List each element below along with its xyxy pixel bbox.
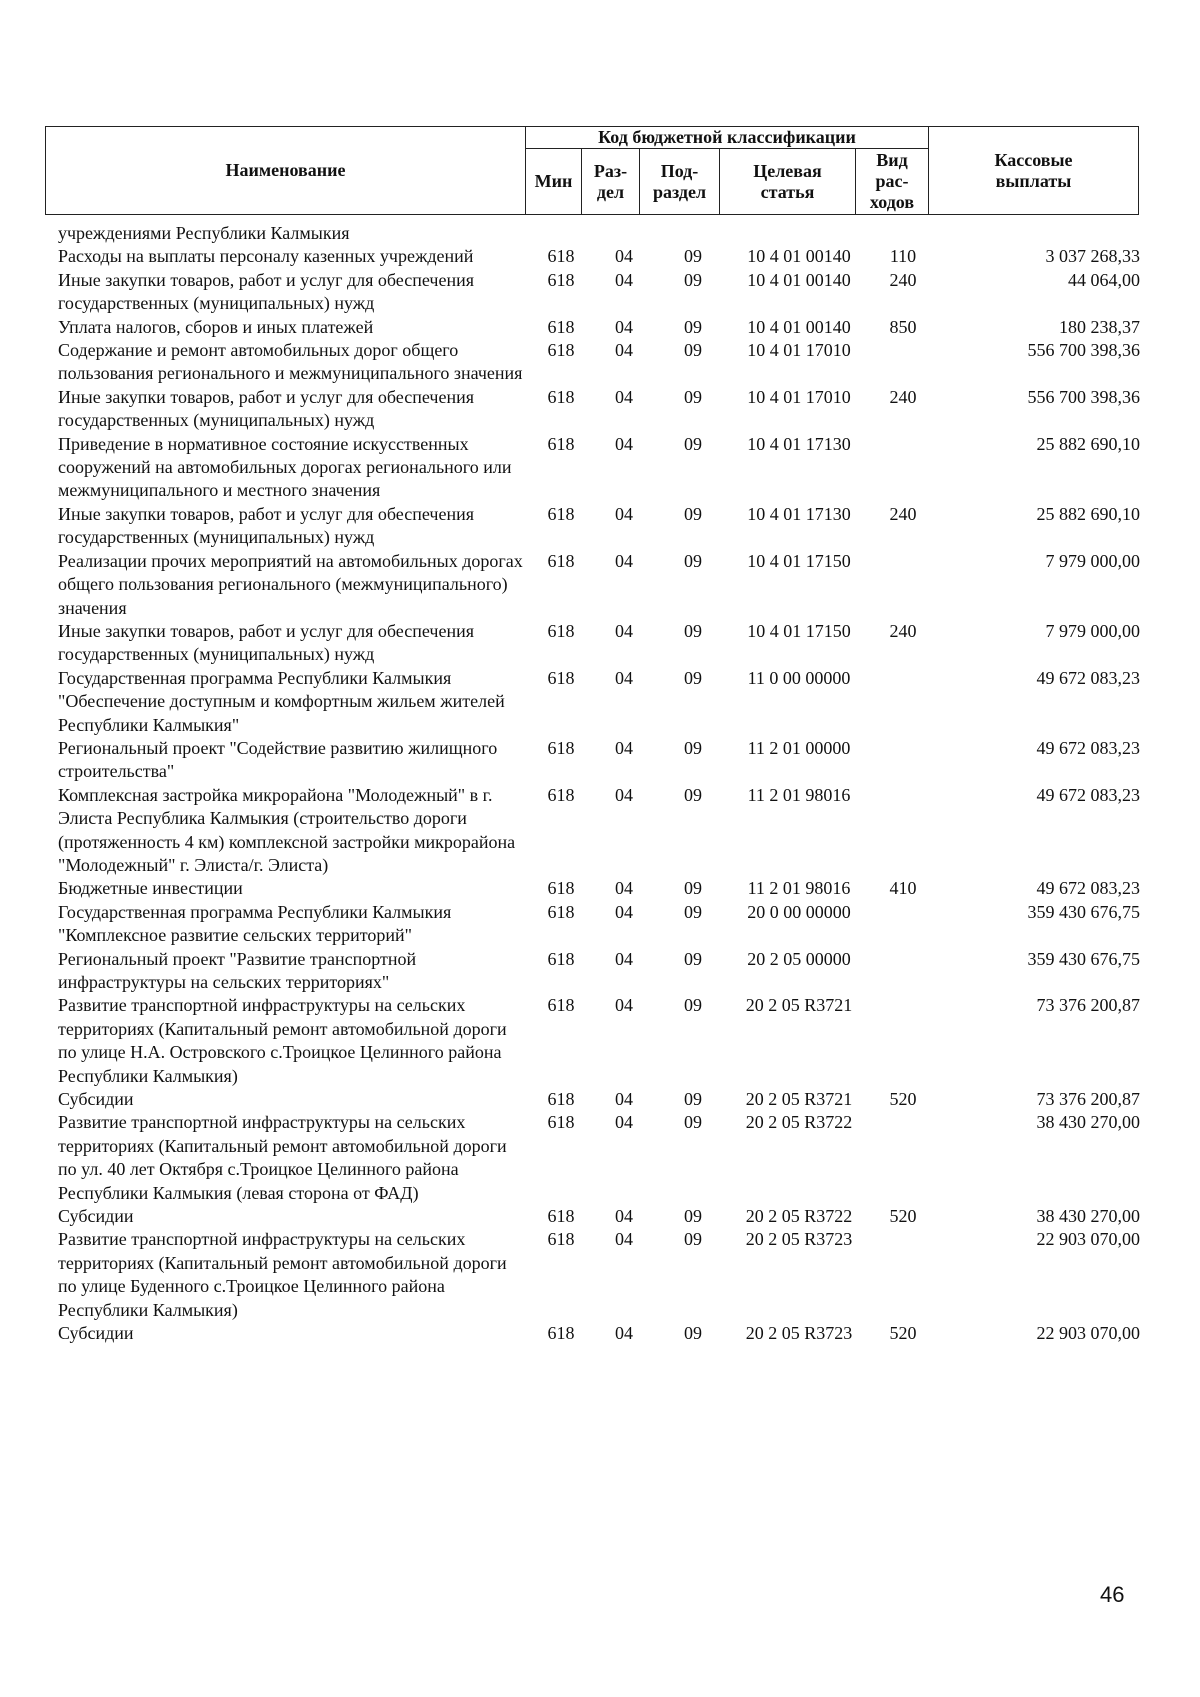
row-name: Бюджетные инвестиции [58, 878, 243, 899]
row-razdel: 04 [615, 901, 633, 922]
table-row [58, 269, 1140, 316]
row-amount: 556 700 398,36 [1027, 386, 1140, 407]
row-min: 618 [547, 737, 575, 758]
header-budget-code: Код бюджетной классификации [526, 127, 929, 149]
row-min: 618 [547, 1112, 575, 1133]
row-name: Государственная программа Республики Калмыкия "Комплексное развитие сельских территорий" [58, 901, 452, 946]
row-amount: 25 882 690,10 [1036, 503, 1140, 524]
table-row [58, 1322, 1140, 1345]
row-min: 618 [547, 433, 575, 454]
row-target-article [732, 222, 866, 245]
row-razdel: 04 [615, 1229, 633, 1250]
row-min: 618 [547, 948, 575, 969]
row-amount: 3 037 268,33 [1045, 246, 1140, 267]
row-podrazdel: 09 [684, 1089, 702, 1110]
table-row [58, 667, 1140, 737]
row-razdel: 04 [615, 550, 633, 571]
row-name: Иные закупки товаров, работ и услуг для обеспечения государственных (муниципальных) нужд [58, 503, 474, 548]
table-row [58, 784, 1140, 878]
row-name: Субсидии [58, 1206, 134, 1227]
row-target-article: 10 4 01 17150 [747, 550, 851, 571]
row-expense-type [866, 994, 940, 1088]
row-podrazdel: 09 [684, 878, 702, 899]
row-name: Расходы на выплаты персоналу казенных учреждений [58, 246, 474, 267]
table-row [58, 433, 1140, 503]
row-target-article: 10 4 01 17150 [747, 620, 851, 641]
row-target-article: 11 2 01 98016 [747, 878, 851, 899]
header-name: Наименование [46, 127, 526, 215]
row-target-article: 10 4 01 00140 [747, 246, 851, 267]
row-podrazdel: 09 [684, 1206, 702, 1227]
row-razdel: 04 [615, 1112, 633, 1133]
row-razdel: 04 [615, 737, 633, 758]
row-expense-type: 410 [889, 878, 917, 899]
row-amount: 73 376 200,87 [1036, 1089, 1140, 1110]
table-row [58, 550, 1140, 620]
row-min: 618 [547, 246, 575, 267]
row-amount: 49 672 083,23 [1036, 784, 1140, 805]
table-row [58, 503, 1140, 550]
row-expense-type: 520 [889, 1323, 917, 1344]
row-min: 618 [547, 1323, 575, 1344]
row-expense-type [866, 784, 940, 878]
row-podrazdel: 09 [684, 737, 702, 758]
row-amount: 7 979 000,00 [1045, 550, 1140, 571]
row-name: Реализации прочих мероприятий на автомобильных дорогах общего пользования регионального (межмуниципального) значения [58, 550, 523, 618]
row-min: 618 [547, 901, 575, 922]
row-amount: 25 882 690,10 [1036, 433, 1140, 454]
row-name: Иные закупки товаров, работ и услуг для обеспечения государственных (муниципальных) нужд [58, 269, 474, 314]
table-row [58, 1205, 1140, 1228]
row-target-article: 10 4 01 17130 [747, 433, 851, 454]
row-razdel: 04 [615, 269, 633, 290]
row-target-article: 10 4 01 17130 [747, 503, 851, 524]
header-target-article: Целевая статья [720, 149, 856, 215]
row-amount: 49 672 083,23 [1036, 878, 1140, 899]
row-amount: 359 430 676,75 [1027, 901, 1140, 922]
row-name: Региональный проект "Развитие транспортной инфраструктуры на сельских территориях" [58, 948, 417, 992]
row-podrazdel: 09 [684, 340, 702, 361]
row-target-article: 20 2 05 R3723 [745, 1323, 853, 1344]
row-podrazdel: 09 [684, 901, 702, 922]
row-expense-type: 240 [889, 269, 917, 290]
row-podrazdel: 09 [684, 620, 702, 641]
row-podrazdel: 09 [684, 1229, 702, 1250]
row-min [528, 222, 594, 245]
row-name: Комплексная застройка микрорайона "Молодежный" в г. Элиста Республика Калмыкия (строительство дороги (протяженность 4 км) комплексной застройки микрорайона "Молодежный" г. Элиста/г. Элиста) [58, 784, 516, 875]
row-target-article: 10 4 01 00140 [747, 269, 851, 290]
row-min: 618 [547, 316, 575, 337]
row-razdel: 04 [615, 667, 633, 688]
row-expense-type: 240 [889, 386, 917, 407]
row-expense-type [866, 667, 940, 737]
row-target-article: 20 2 05 R3722 [745, 1112, 853, 1133]
row-name: Развитие транспортной инфраструктуры на сельских территориях (Капитальный ремонт автомобильной дороги по улице Н.А. Островского с.Троицкое Целинного района Республики Калмыкия) [58, 995, 507, 1086]
header-cash-payments: Кассовые выплаты [929, 127, 1139, 215]
row-podrazdel: 09 [684, 948, 702, 969]
row-razdel: 04 [615, 878, 633, 899]
row-name: Уплата налогов, сборов и иных платежей [58, 316, 374, 337]
row-min: 618 [547, 995, 575, 1016]
row-target-article: 20 2 05 R3723 [745, 1229, 853, 1250]
row-podrazdel: 09 [684, 503, 702, 524]
row-razdel: 04 [615, 948, 633, 969]
table-row [58, 1088, 1140, 1111]
row-target-article: 20 2 05 R3722 [745, 1206, 853, 1227]
row-target-article: 11 0 00 00000 [747, 667, 851, 688]
row-name: Иные закупки товаров, работ и услуг для обеспечения государственных (муниципальных) нужд [58, 620, 474, 665]
row-target-article: 20 0 00 00000 [747, 901, 851, 922]
table-row [58, 339, 1140, 386]
row-podrazdel: 09 [684, 784, 702, 805]
row-target-article: 10 4 01 17010 [747, 386, 851, 407]
row-amount [940, 222, 1140, 245]
row-amount: 49 672 083,23 [1036, 667, 1140, 688]
row-name: Субсидии [58, 1089, 134, 1110]
row-expense-type: 240 [889, 503, 917, 524]
table-row [58, 222, 1140, 245]
row-min: 618 [547, 550, 575, 571]
row-target-article: 20 2 05 00000 [747, 948, 851, 969]
row-razdel: 04 [615, 246, 633, 267]
row-min: 618 [547, 1206, 575, 1227]
row-min: 618 [547, 1229, 575, 1250]
row-min: 618 [547, 878, 575, 899]
page-number: 46 [1100, 1582, 1125, 1607]
header-min: Мин [526, 149, 582, 215]
row-podrazdel: 09 [684, 246, 702, 267]
row-min: 618 [547, 503, 575, 524]
row-name: Субсидии [58, 1323, 134, 1344]
row-target-article: 11 2 01 00000 [747, 737, 851, 758]
table-row [58, 245, 1140, 268]
row-expense-type [866, 433, 940, 503]
row-razdel: 04 [615, 1323, 633, 1344]
row-expense-type: 520 [889, 1206, 917, 1227]
row-razdel: 04 [615, 1206, 633, 1227]
table-row [58, 1228, 1140, 1322]
row-expense-type [866, 737, 940, 784]
row-amount: 49 672 083,23 [1036, 737, 1140, 758]
row-expense-type [866, 222, 940, 245]
row-podrazdel: 09 [684, 433, 702, 454]
row-podrazdel: 09 [684, 667, 702, 688]
row-name: Развитие транспортной инфраструктуры на сельских территориях (Капитальный ремонт автомобильной дороги по улице Буденного с.Троицкое Целинного района Республики Калмыкия) [58, 1229, 507, 1320]
row-amount: 180 238,37 [1059, 316, 1140, 337]
row-podrazdel: 09 [684, 550, 702, 571]
row-expense-type: 110 [889, 246, 917, 267]
row-expense-type: 240 [889, 620, 917, 641]
row-podrazdel [654, 222, 732, 245]
header-podrazdel: Под- раздел [640, 149, 720, 215]
row-amount: 22 903 070,00 [1036, 1229, 1140, 1250]
header-razdel: Раз- дел [582, 149, 640, 215]
row-target-article: 11 2 01 98016 [747, 784, 851, 805]
row-expense-type [866, 550, 940, 620]
table-row [58, 386, 1140, 433]
row-razdel: 04 [615, 316, 633, 337]
row-target-article: 10 4 01 17010 [747, 340, 851, 361]
row-amount: 38 430 270,00 [1036, 1206, 1140, 1227]
row-name: Содержание и ремонт автомобильных дорог общего пользования регионального и межмуниципального значения [58, 340, 523, 384]
row-razdel: 04 [615, 995, 633, 1016]
row-name: Государственная программа Республики Калмыкия "Обеспечение доступным и комфортным жильем жителей Республики Калмыкия" [58, 667, 505, 735]
table-row [58, 901, 1140, 948]
row-razdel: 04 [615, 386, 633, 407]
table-row [58, 316, 1140, 339]
row-expense-type [866, 948, 940, 995]
row-amount: 73 376 200,87 [1036, 995, 1140, 1016]
table-body [58, 222, 1140, 1346]
row-podrazdel: 09 [684, 995, 702, 1016]
table-header [45, 126, 1139, 215]
row-razdel: 04 [615, 784, 633, 805]
row-razdel [594, 222, 654, 245]
row-min: 618 [547, 620, 575, 641]
row-expense-type [866, 339, 940, 386]
table-row [58, 1111, 1140, 1205]
row-razdel: 04 [615, 620, 633, 641]
row-name: Приведение в нормативное состояние искусственных сооружений на автомобильных дорогах регионального или межмуниципального и местного значения [58, 433, 512, 501]
row-podrazdel: 09 [684, 1112, 702, 1133]
row-expense-type [866, 1228, 940, 1322]
row-name: Региональный проект "Содействие развитию жилищного строительства" [58, 737, 498, 782]
row-name: Развитие транспортной инфраструктуры на сельских территориях (Капитальный ремонт автомобильной дороги по ул. 40 лет Октября с.Троицкое Целинного района Республики Калмыкия (левая сторона от ФАД) [58, 1112, 507, 1203]
row-amount: 359 430 676,75 [1027, 948, 1140, 969]
row-amount: 38 430 270,00 [1036, 1112, 1140, 1133]
row-podrazdel: 09 [684, 386, 702, 407]
row-min: 618 [547, 386, 575, 407]
row-podrazdel: 09 [684, 1323, 702, 1344]
budget-table [58, 222, 1140, 1346]
row-podrazdel: 09 [684, 269, 702, 290]
row-min: 618 [547, 784, 575, 805]
row-target-article: 20 2 05 R3721 [745, 1089, 853, 1110]
row-name: Иные закупки товаров, работ и услуг для обеспечения государственных (муниципальных) нужд [58, 386, 474, 431]
table-row [58, 620, 1140, 667]
row-name: учреждениями Республики Калмыкия [58, 223, 350, 243]
row-expense-type: 520 [889, 1089, 917, 1110]
row-min: 618 [547, 340, 575, 361]
row-razdel: 04 [615, 340, 633, 361]
row-target-article: 10 4 01 00140 [747, 316, 851, 337]
table-row [58, 877, 1140, 900]
row-min: 618 [547, 667, 575, 688]
header-expense-type: Вид рас- ходов [856, 149, 929, 215]
row-razdel: 04 [615, 433, 633, 454]
row-amount: 556 700 398,36 [1027, 340, 1140, 361]
table-row [58, 948, 1140, 995]
table-row [58, 994, 1140, 1088]
row-min: 618 [547, 1089, 575, 1110]
row-amount: 44 064,00 [1068, 269, 1140, 290]
row-amount: 22 903 070,00 [1036, 1323, 1140, 1344]
row-min: 618 [547, 269, 575, 290]
row-expense-type [866, 1111, 940, 1205]
table-row [58, 737, 1140, 784]
row-expense-type: 850 [889, 316, 917, 337]
row-razdel: 04 [615, 503, 633, 524]
row-amount: 7 979 000,00 [1045, 620, 1140, 641]
row-razdel: 04 [615, 1089, 633, 1110]
row-podrazdel: 09 [684, 316, 702, 337]
row-expense-type [866, 901, 940, 948]
row-target-article: 20 2 05 R3721 [745, 995, 853, 1016]
